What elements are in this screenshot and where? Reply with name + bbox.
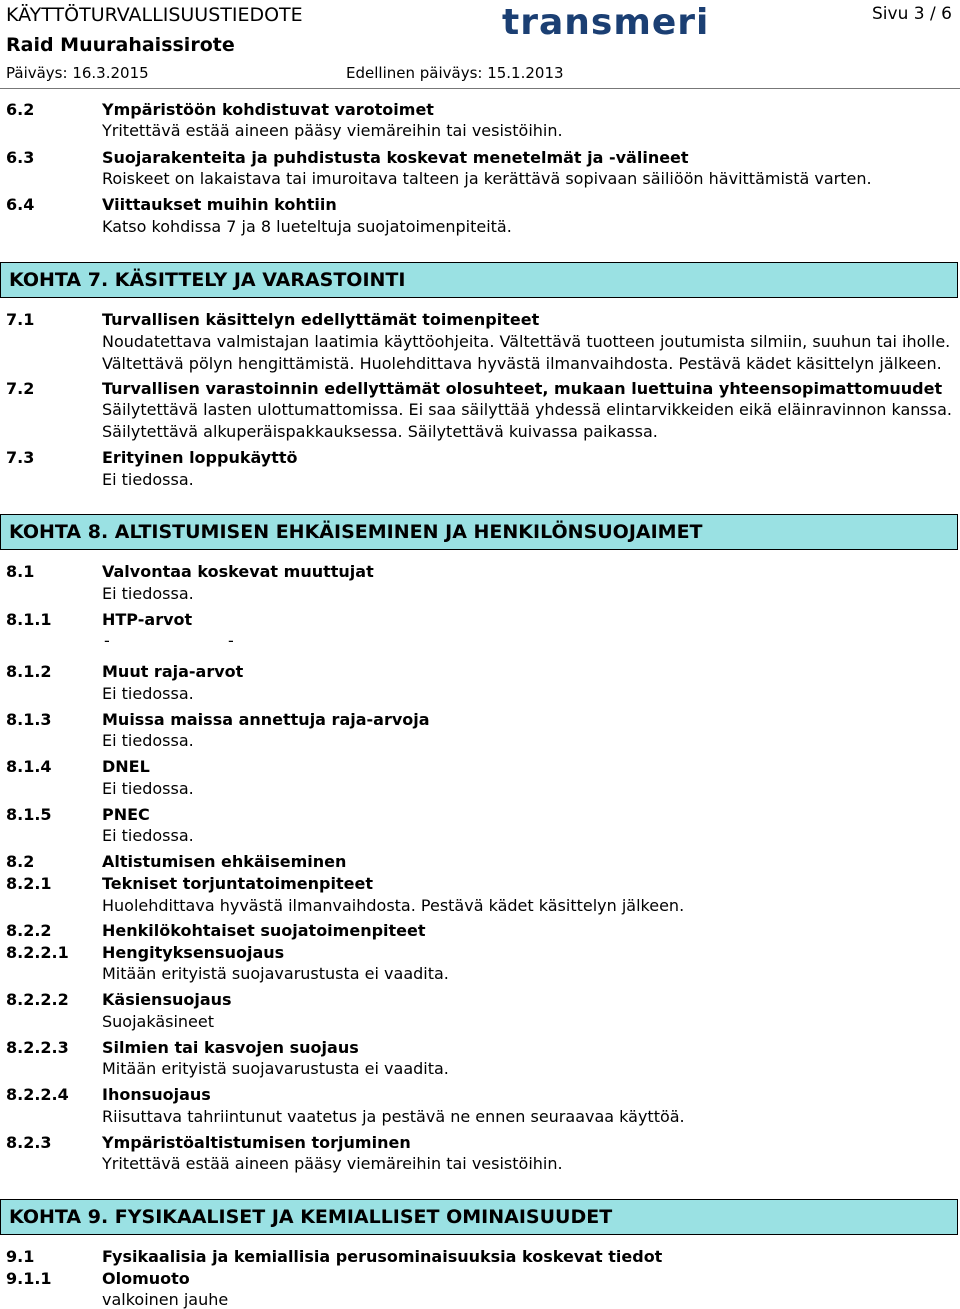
subsection-8-1-5-text: Ei tiedossa. <box>102 826 194 845</box>
subsection-8-1-3-text: Ei tiedossa. <box>102 731 194 750</box>
issue-date: Päiväys: 16.3.2015 <box>6 64 149 82</box>
subsection-7-1-line-2: Vältettävä pölyn hengittämistä. Huolehdittava hyvästä ilmanvaihdosta. Pestävä kädet käsittelyn jälkeen. <box>102 354 942 373</box>
subsection-6-2-text: Yritettävä estää aineen pääsy viemäreihin tai vesistöihin. <box>102 121 563 140</box>
section-8-heading: KOHTA 8. ALTISTUMISEN EHKÄISEMINEN JA HENKILÖNSUOJAIMET <box>0 514 958 550</box>
subsection-7-1-line-1: Noudatettava valmistajan laatimia käyttöohjeita. Vältettävä tuotteen joutumista silmiin, suuhun tai iholle. <box>102 332 951 351</box>
section-7-heading: KOHTA 7. KÄSITTELY JA VARASTOINTI <box>0 262 958 298</box>
subsection-8-2-2-3-text: Mitään erityistä suojavarustusta ei vaadita. <box>102 1059 449 1078</box>
subsection-7-2-line-2: Säilytettävä alkuperäispakkauksessa. Säilytettävä kuivassa paikassa. <box>102 422 658 441</box>
page-number: Sivu 3 / 6 <box>872 4 952 24</box>
subsection-8-2-2-1-text: Mitään erityistä suojavarustusta ei vaadita. <box>102 964 449 983</box>
subsection-8-1-4-text: Ei tiedossa. <box>102 779 194 798</box>
svg-text:transmeri: transmeri <box>502 4 710 38</box>
subsection-6-4-text: Katso kohdissa 7 ja 8 lueteltuja suojatoimenpiteitä. <box>102 217 512 236</box>
subsection-6-3-text: Roiskeet on lakaistava tai imuroitava talteen ja kerättävä sopivaan säiliöön hävittämistä varten. <box>102 169 872 188</box>
subsection-7-2-line-1: Säilytettävä lasten ulottumattomissa. Ei saa säilyttää yhdessä elintarvikkeiden eikä eläinravinnon kanssa. <box>102 400 952 419</box>
subsection-8-1-2-text: Ei tiedossa. <box>102 684 194 703</box>
subsection-8-1-text: Ei tiedossa. <box>102 584 194 603</box>
subsection-9-1-1-text: valkoinen jauhe <box>102 1290 229 1309</box>
htp-value-dash-2: - <box>228 631 234 650</box>
subsection-7-3-text: Ei tiedossa. <box>102 470 194 489</box>
subsection-8-2-2-4-text: Riisuttava tahriintunut vaatetus ja pestävä ne ennen seuraavaa käyttöä. <box>102 1107 685 1126</box>
previous-issue-date: Edellinen päiväys: 15.1.2013 <box>346 64 564 82</box>
transmeri-logo <box>502 4 728 38</box>
subsection-8-2-1-text: Huolehdittava hyvästä ilmanvaihdosta. Pestävä kädet käsittelyn jälkeen. <box>102 896 685 915</box>
document-type-title: KÄYTTÖTURVALLISUUSTIEDOTE <box>6 4 303 26</box>
htp-value-dash-1: - <box>104 631 110 650</box>
section-9-heading: KOHTA 9. FYSIKAALISET JA KEMIALLISET OMINAISUUDET <box>0 1199 958 1235</box>
subsection-8-2-2-2-text: Suojakäsineet <box>102 1012 215 1031</box>
product-name: Raid Muurahaissirote <box>6 34 235 56</box>
subsection-8-2-3-text: Yritettävä estää aineen pääsy viemäreihin tai vesistöihin. <box>102 1154 563 1173</box>
header-divider <box>0 88 960 89</box>
